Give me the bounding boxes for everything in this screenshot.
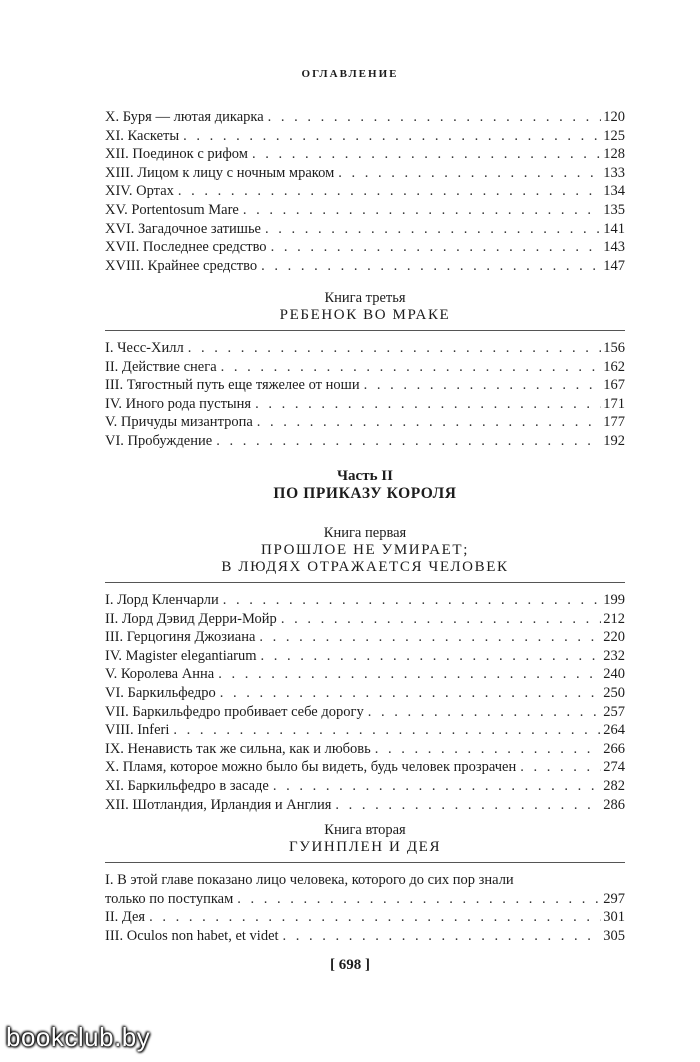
- toc-entry: [105, 721, 625, 740]
- toc-entry-title: VI. Пробуждение: [105, 432, 213, 449]
- toc-entry-title: IV. Иного рода пустыня: [105, 395, 252, 412]
- toc-entry-page: 282: [603, 777, 625, 794]
- toc-entry-title: XV. Portentosum Mare: [105, 201, 239, 218]
- toc-entry-title: X. Буря — лютая дикарка: [105, 109, 264, 125]
- part-title: ПО ПРИКАЗУ КОРОЛЯ: [273, 485, 457, 502]
- dot-leader: [237, 890, 601, 909]
- toc-entry: [105, 628, 625, 647]
- toc-entry-page: 212: [603, 610, 625, 627]
- toc-entry-title: XII. Поединок с рифом: [105, 146, 248, 163]
- toc-entry-page: 171: [603, 395, 625, 412]
- toc-entry: [105, 890, 625, 909]
- toc-entry: [105, 413, 625, 432]
- toc-entry-page: 286: [603, 796, 625, 813]
- toc-entry-title: II. Лорд Дэвид Дерри-Мойр: [105, 610, 277, 627]
- toc-entry-page: 167: [603, 377, 625, 394]
- toc-entry-page: 240: [603, 666, 625, 683]
- dot-leader: [364, 376, 602, 395]
- page-number: [ 698 ]: [330, 957, 370, 973]
- toc-entry: [105, 358, 625, 377]
- toc-entry: [105, 108, 625, 127]
- book-title: ГУИНПЛЕН И ДЕЯ: [288, 839, 442, 855]
- toc-entry-title: I. Лорд Кленчарли: [105, 592, 219, 608]
- toc-list: [105, 591, 625, 814]
- toc-entry-title: XIV. Ортах: [105, 183, 174, 200]
- toc-entry-title: V. Причуды мизантропа: [105, 414, 253, 431]
- dot-leader: [218, 665, 601, 684]
- toc-entry: [105, 665, 625, 684]
- toc-entry-title: I. Чесс-Хилл: [105, 340, 184, 356]
- dot-leader: [221, 358, 602, 377]
- toc-entry-page: 141: [603, 220, 625, 237]
- toc-entry-title: XVII. Последнее средство: [105, 239, 267, 256]
- dot-leader: [338, 164, 601, 183]
- toc-entry-title: VII. Баркильфедро пробивает себе дорогу: [105, 703, 364, 720]
- toc-entry-title: III. Герцогиня Джозиана: [105, 629, 256, 646]
- divider: [105, 862, 625, 863]
- toc-entry-title: IX. Ненависть так же сильна, как и любовь: [105, 740, 371, 757]
- dot-leader: [243, 201, 601, 220]
- toc-entry-page: 147: [603, 257, 625, 274]
- dot-leader: [335, 796, 601, 815]
- dot-leader: [220, 684, 602, 703]
- toc-entry-page: 220: [603, 629, 625, 646]
- toc-entry-page: 156: [603, 340, 625, 356]
- toc-entry-page: 297: [603, 890, 625, 907]
- toc-entry: [105, 908, 625, 927]
- toc-entry: [105, 127, 625, 146]
- toc-entry: [105, 238, 625, 257]
- toc-entry: [105, 796, 625, 815]
- dot-leader: [178, 182, 601, 201]
- toc-list: [105, 108, 625, 275]
- toc-entry-title: X. Пламя, которое можно было бы видеть, будь человек прозрачен: [105, 759, 517, 776]
- toc-entry-title: III. Oculos non habet, et videt: [105, 927, 279, 944]
- watermark-logo: bookclub.by: [6, 1022, 151, 1052]
- dot-leader: [257, 413, 601, 432]
- toc-entry-title: XVI. Загадочное затишье: [105, 220, 261, 237]
- book-2-block: [105, 822, 625, 945]
- dot-leader: [259, 628, 601, 647]
- toc-entry-page: 199: [603, 592, 625, 608]
- toc-entry: [105, 395, 625, 414]
- toc-entry-title: XIII. Лицом к лицу с ночным мраком: [105, 164, 335, 181]
- toc-entry: [105, 432, 625, 451]
- toc-entry-title: VIII. Inferi: [105, 722, 170, 739]
- toc-entry-page: 257: [603, 703, 625, 720]
- dot-leader: [273, 777, 601, 796]
- toc-entry-page: 134: [603, 183, 625, 200]
- toc-entry-title: XVIII. Крайнее средство: [105, 257, 258, 274]
- toc-entry: [105, 182, 625, 201]
- toc-entry-title: I. В этой главе показано лицо человека, которого до сих пор знали: [105, 872, 514, 888]
- dot-leader: [173, 721, 601, 740]
- toc-entry: [105, 758, 625, 777]
- dot-leader: [265, 220, 601, 239]
- toc-entry-page: 274: [603, 759, 625, 776]
- toc-entry-title: VI. Баркильфедро: [105, 684, 216, 701]
- dot-leader: [216, 432, 601, 451]
- divider: [105, 582, 625, 583]
- toc-entry-page: 143: [603, 239, 625, 256]
- divider: [105, 330, 625, 331]
- toc-entry: [105, 647, 625, 666]
- book-3-block: [105, 290, 625, 451]
- toc-entry-page: 120: [603, 109, 625, 125]
- toc-entry: [105, 777, 625, 796]
- book-label: Книга третья: [324, 290, 406, 306]
- toc-list: [105, 339, 625, 451]
- dot-leader: [271, 238, 602, 257]
- toc-entry-page: 192: [603, 432, 625, 449]
- toc-entry-title: XI. Баркильфедро в засаде: [105, 777, 269, 794]
- toc-entry: [105, 376, 625, 395]
- toc-entry: [105, 201, 625, 220]
- toc-entry: [105, 684, 625, 703]
- book-title-line-2: В ЛЮДЯХ ОТРАЖАЕТСЯ ЧЕЛОВЕК: [221, 559, 509, 575]
- dot-leader: [223, 591, 602, 610]
- toc-entry: [105, 257, 625, 276]
- toc-entry-page: 177: [603, 414, 625, 431]
- toc-entry-title: XI. Каскеты: [105, 127, 180, 144]
- dot-leader: [252, 145, 601, 164]
- book-1-block: [105, 525, 625, 814]
- part-2-block: [105, 468, 625, 503]
- dot-leader: [261, 257, 601, 276]
- dot-leader: [368, 703, 602, 722]
- toc-entry-title: XII. Шотландия, Ирландия и Англия: [105, 796, 332, 813]
- toc-section-1: [105, 108, 625, 275]
- toc-entry-title: II. Дея: [105, 909, 146, 926]
- toc-entry: [105, 703, 625, 722]
- toc-entry-title: III. Тягостный путь еще тяжелее от ноши: [105, 377, 360, 394]
- toc-entry-page: 135: [603, 201, 625, 218]
- toc-entry-page: 266: [603, 740, 625, 757]
- book-title: РЕБЕНОК ВО МРАКЕ: [279, 307, 451, 323]
- toc-entry-page: 301: [603, 909, 625, 926]
- dot-leader: [375, 740, 602, 759]
- running-header: ОГЛАВЛЕНИЕ: [301, 68, 399, 80]
- toc-entry: [105, 610, 625, 629]
- toc-entry: [105, 927, 625, 946]
- toc-entry-title: V. Королева Анна: [105, 666, 215, 683]
- dot-leader: [261, 647, 602, 666]
- toc-entry: [105, 220, 625, 239]
- toc-entry-title: IV. Magister elegantiarum: [105, 647, 257, 664]
- toc-entry-page: 232: [603, 647, 625, 664]
- book-title-line-1: ПРОШЛОЕ НЕ УМИРАЕТ;: [261, 542, 469, 558]
- toc-entry: [105, 339, 625, 358]
- book-label: Книга первая: [323, 525, 407, 541]
- dot-leader: [188, 339, 602, 358]
- toc-entry-page: 250: [603, 684, 625, 701]
- toc-entry-page: 125: [603, 127, 625, 144]
- dot-leader: [281, 610, 601, 629]
- toc-entry-page: 305: [603, 927, 625, 944]
- toc-entry: [105, 591, 625, 610]
- book-label: Книга вторая: [324, 822, 406, 838]
- dot-leader: [183, 127, 601, 146]
- toc-entry: [105, 740, 625, 759]
- toc-entry-title: II. Действие снега: [105, 358, 217, 375]
- toc-entry-title: только по поступкам: [105, 890, 234, 907]
- dot-leader: [283, 927, 602, 946]
- dot-leader: [149, 908, 601, 927]
- dot-leader: [520, 758, 601, 777]
- part-label: Часть II: [337, 468, 393, 484]
- toc-entry-page: 264: [603, 722, 625, 739]
- dot-leader: [268, 108, 602, 127]
- dot-leader: [255, 395, 601, 414]
- toc-entry-page: 128: [603, 146, 625, 163]
- toc-list: [105, 890, 625, 946]
- toc-entry-page: 133: [603, 164, 625, 181]
- toc-entry: [105, 164, 625, 183]
- toc-entry-page: 162: [603, 358, 625, 375]
- toc-entry: [105, 145, 625, 164]
- toc-entry-first-line: [105, 871, 625, 890]
